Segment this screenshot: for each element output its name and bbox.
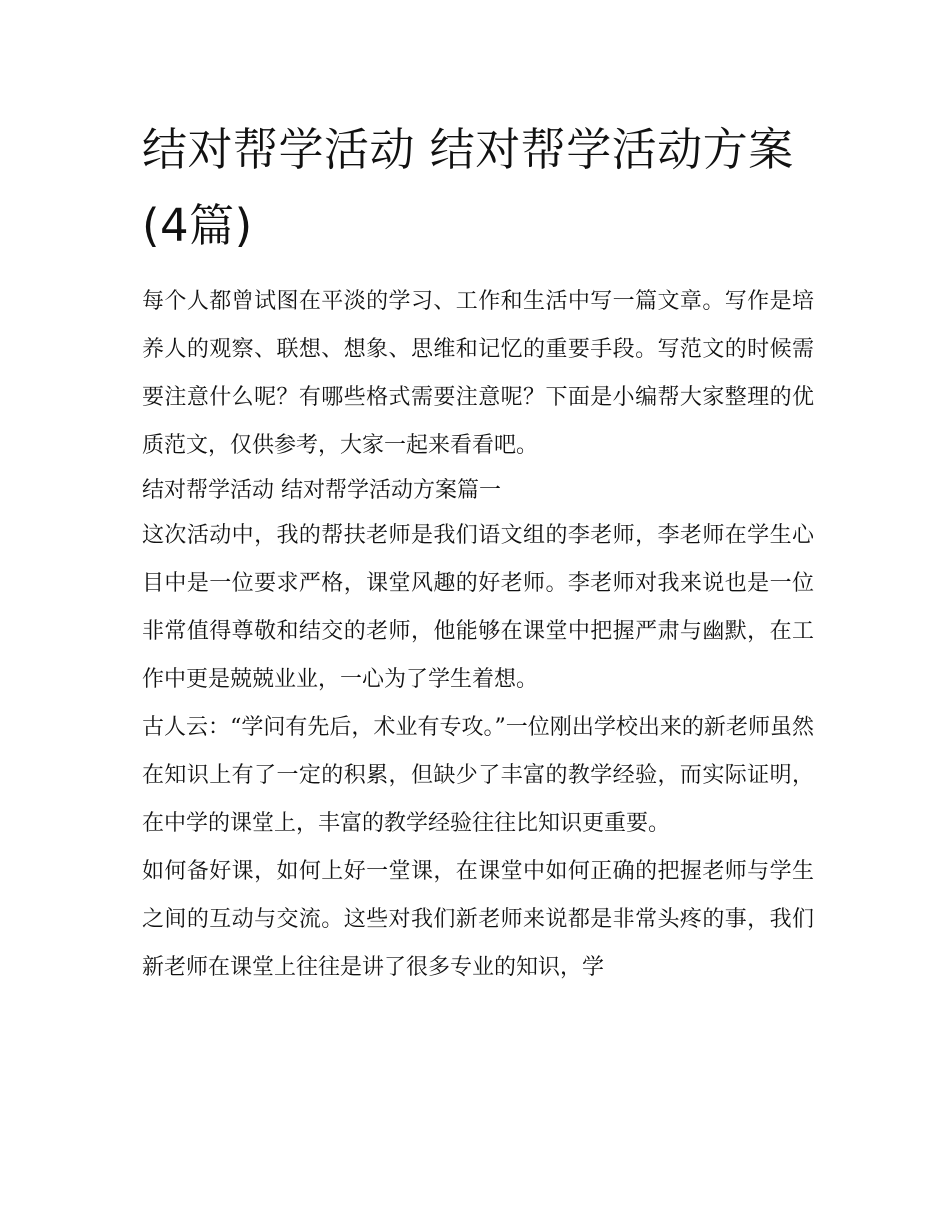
body-paragraph-1: 这次活动中，我的帮扶老师是我们语文组的李老师，李老师在学生心目中是一位要求严格，课堂风趣的好老师。李老师对我来说也是一位非常值得尊敬和结交的老师，他能够在课堂中把握严肃与幽默，在工作中更是兢兢业业，一心为了学生着想。 <box>142 523 814 692</box>
document-title: 结对帮学活动 结对帮学活动方案(4篇) <box>142 123 794 252</box>
body-paragraph-3: 如何备好课，如何上好一堂课，在课堂中如何正确的把握老师与学生之间的互动与交流。这些对我们新老师来说都是非常头疼的事，我们新老师在课堂上往往是讲了很多专业的知识，学 <box>142 859 814 980</box>
section-heading: 结对帮学活动 结对帮学活动方案篇一 <box>142 478 501 503</box>
document-page <box>142 112 814 992</box>
intro-paragraph: 每个人都曾试图在平淡的学习、工作和生活中写一篇文章。写作是培养人的观察、联想、想象、思维和记忆的重要手段。写范文的时候需要注意什么呢？有哪些格式需要注意呢？下面是小编帮大家整理的优质范文，仅供参考，大家一起来看看吧。 <box>142 289 814 458</box>
body-paragraph-2: 古人云：“学问有先后，术业有专攻。”一位刚出学校出来的新老师虽然在知识上有了一定的积累，但缺少了丰富的教学经验，而实际证明，在中学的课堂上，丰富的教学经验往往比知识更重要。 <box>142 715 814 836</box>
